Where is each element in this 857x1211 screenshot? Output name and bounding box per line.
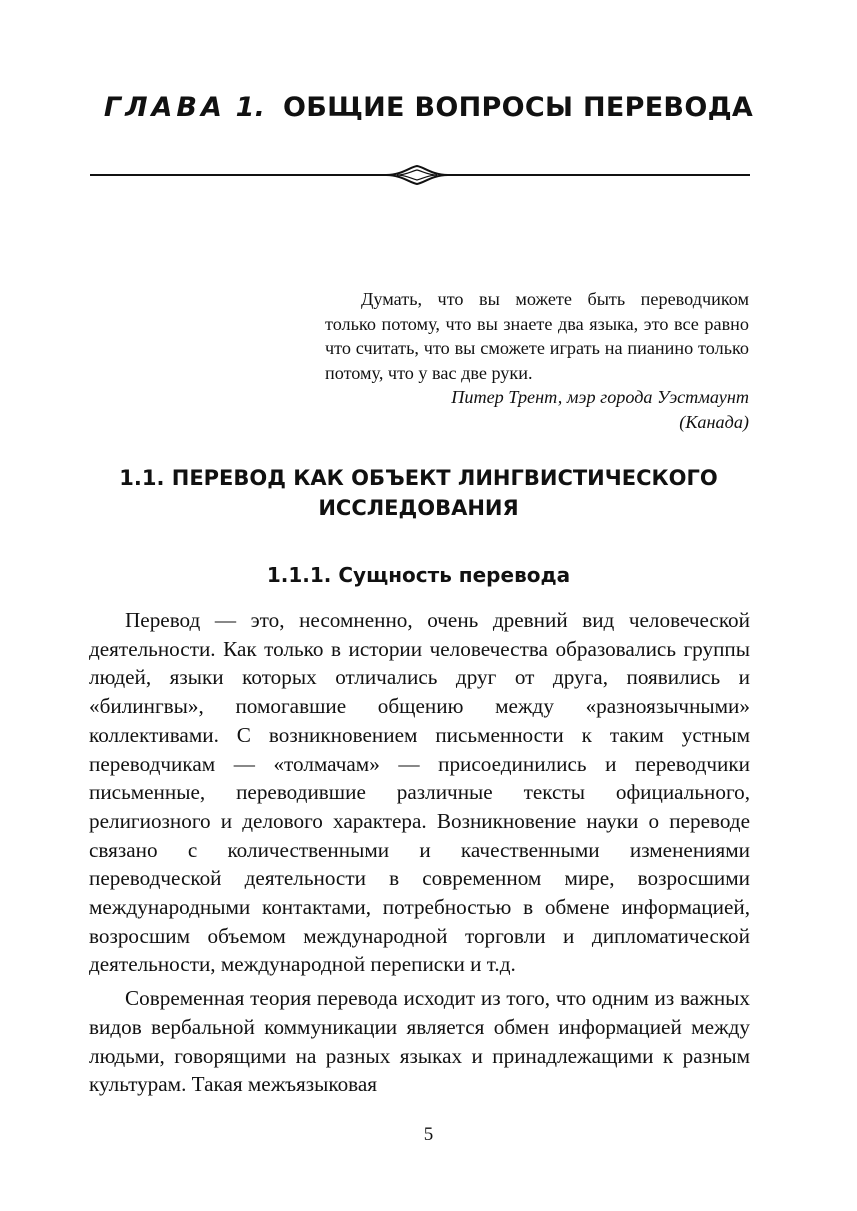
- section-title-line1: 1.1. ПЕРЕВОД КАК ОБЪЕКТ ЛИНГВИСТИЧЕСКОГО: [119, 466, 718, 490]
- chapter-label: ГЛАВА: [103, 92, 226, 123]
- diamond-ornament-icon: [386, 166, 448, 184]
- paragraph: Перевод — это, несомненно, очень древний вид человеческой деятельности. Как только в истории человечества образовались группы людей, языки которых отличались друг от друга, появились и «билингвы», помогавшие общению между «разноязычными» коллективами. С возникновением письменности к таким устным переводчикам — «толмачам» — присоединились и переводчики письменные, переводившие различные тексты официального, религиозного и делового характера. Возникновение науки о переводе связано с количественными и качественными изменениями переводческой деятельности в современном мире, возросшими международными контактами, потребностью в обмене информацией, возросшим объемом международной торговли и дипломатической деятельности, международной переписки и т.д.: [89, 608, 750, 977]
- subsection-title: 1.1.1. Сущность перевода: [266, 563, 571, 587]
- chapter-name: ОБЩИЕ ВОПРОСЫ ПЕРЕВОДА: [282, 92, 754, 123]
- body-text: [89, 606, 750, 1104]
- epigraph-author: Питер Трент, мэр города Уэстмаунт: [451, 387, 749, 408]
- chapter-number: 1.: [235, 92, 266, 123]
- section-title-line2: ИССЛЕДОВАНИЯ: [318, 496, 519, 520]
- epigraph-author-country: (Канада): [679, 411, 749, 432]
- section-title: [60, 463, 777, 523]
- paragraph: Современная теория перевода исходит из того, что одним из важных видов вербальной коммуникации является обмен информацией между людьми, говорящими на разных языках и принадлежащими к разным культурам. Такая межъязыковая: [89, 986, 750, 1097]
- chapter-title: [0, 92, 857, 123]
- page-number: 5: [423, 1124, 434, 1145]
- epigraph: [325, 287, 749, 435]
- ornamental-divider: [90, 162, 750, 188]
- epigraph-quote: Думать, что вы можете быть переводчиком только потому, что вы знаете два языка, это все равно что считать, что вы сможете играть на пианино только потому, что у вас две руки.: [325, 289, 749, 383]
